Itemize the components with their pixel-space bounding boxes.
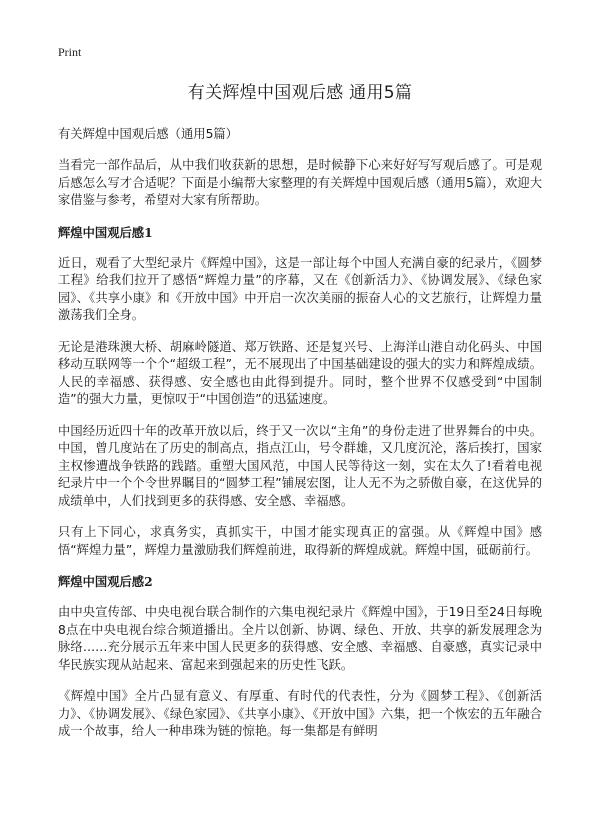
print-link[interactable]: Print xyxy=(58,45,82,59)
section-1-paragraph-3: 中国经历近四十年的改革开放以后，终于又一次以“主角”的身份走进了世界舞台的中央。中国，曾几度站在了历史的制高点，指点江山，号令群雄，又几度沉沦，落后挨打，国家主权惨遭战争铁路的践踏。重塑大国风范，中国人民等待这一刻，实在太久了!看着电视纪录片中一个个令世界瞩目的“圆梦工程”铺展宏图，让人无不为之骄傲自豪，在这优异的成绩单中，人们找到更多的获得感、安全感、幸福感。 xyxy=(58,423,542,508)
document-subtitle: 有关辉煌中国观后感（通用5篇） xyxy=(58,127,238,141)
page-title: 有关辉煌中国观后感 通用5篇 xyxy=(187,83,413,103)
section-1-paragraph-4: 只有上下同心，求真务实，真抓实干，中国才能实现真正的富强。从《辉煌中国》感悟“辉煌力量”，辉煌力量激励我们辉煌前进，取得新的辉煌成就。辉煌中国，砥砺前行。 xyxy=(58,525,542,557)
section-2-paragraph-2: 《辉煌中国》全片凸显有意义、有厚重、有时代的代表性，分为《圆梦工程》、《创新活力》、《协调发展》、《绿色家园》、《共享小康》、《开放中国》六集，把一个恢宏的五年融合成一个故事，给人一种串珠为链的惊艳。每一集都是有鲜明 xyxy=(58,689,542,738)
section-heading-1: 辉煌中国观后感1 xyxy=(58,224,153,240)
intro-paragraph: 当看完一部作品后，从中我们收获新的思想，是时候静下心来好好写写观后感了。可是观后感怎么写才合适呢？下面是小编帮大家整理的有关辉煌中国观后感（通用5篇），欢迎大家借鉴与参考，希望对大家有所帮助。 xyxy=(58,158,542,207)
section-1-paragraph-2: 无论是港珠澳大桥、胡麻岭隧道、郑万铁路、还是复兴号、上海洋山港自动化码头、中国移动互联网等一个个“超级工程”，无不展现出了中国基础建设的强大的实力和辉煌成绩。人民的幸福感、获得感、安全感也由此得到提升。同时，整个世界不仅感受到“中国制造”的强大力量，更惊叹于“中国创造”的迅猛速度。 xyxy=(58,339,542,406)
section-heading-2: 辉煌中国观后感2 xyxy=(58,574,153,589)
section-2-paragraph-1: 由中央宣传部、中央电视台联合制作的六集电视纪录片《辉煌中国》，于19日至24日每晚8点在中央电视台综合频道播出。全片以创新、协调、绿色、开放、共享的新发展理念为脉络……充分展示五年来中国人民更多的获得感、安全感、幸福感、自豪感，真实记录中华民族实现从站起来、富起来到强起来的历史性飞跃。 xyxy=(58,605,542,672)
section-1-paragraph-1: 近日，观看了大型纪录片《辉煌中国》，这是一部让每个中国人充满自豪的纪录片，《圆梦工程》给我们拉开了感悟“辉煌力量”的序幕，又在《创新活力》、《协调发展》、《绿色家园》、《共享小康》和《开放中国》中开启一次次美丽的振奋人心的文艺旅行，让辉煌力量激荡我们全身。 xyxy=(58,255,542,322)
